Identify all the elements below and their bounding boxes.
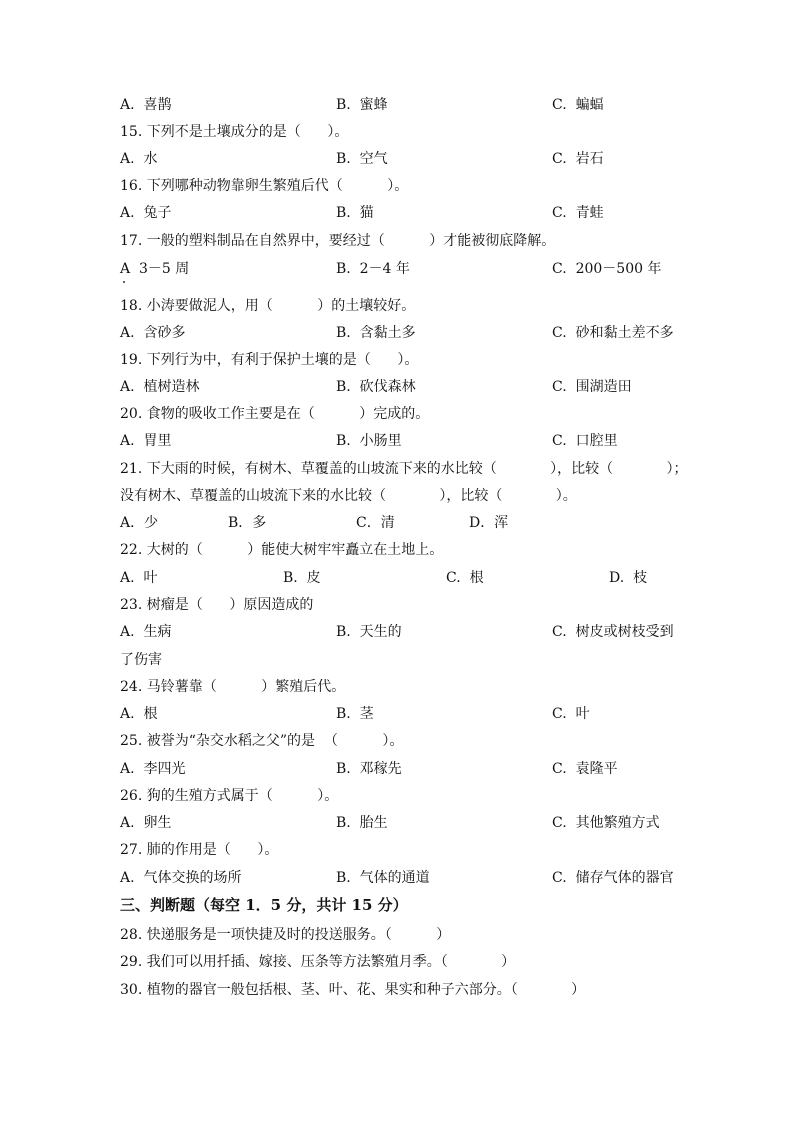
option: C．清 bbox=[356, 515, 395, 531]
question-text: 26. 狗的生殖方式属于（ ）。 bbox=[120, 788, 339, 804]
option: A 3－5 周 bbox=[120, 261, 190, 277]
option: C. 岩石 bbox=[552, 151, 604, 167]
question-text: 20. 食物的吸收工作主要是在（ ）完成的。 bbox=[120, 406, 430, 422]
option: B. 胎生 bbox=[336, 815, 388, 831]
option: C. 砂和黏土差不多 bbox=[552, 325, 674, 341]
option: B. 蜜蜂 bbox=[336, 97, 388, 113]
option: A. 植树造林 bbox=[120, 379, 200, 395]
option: B. 天生的 bbox=[336, 624, 402, 640]
option: B．多 bbox=[228, 515, 267, 531]
option: C. 其他繁殖方式 bbox=[552, 815, 660, 831]
question-text: 25. 被誉为“杂交水稻之父”的是 （ ）。 bbox=[120, 733, 404, 749]
section-heading: 三、判断题（每空 1．5 分，共计 15 分） bbox=[120, 896, 408, 914]
option: A. 兔子 bbox=[120, 205, 172, 221]
question-text: 22. 大树的（ ）能使大树牢牢矗立在土地上。 bbox=[120, 542, 444, 558]
option: D. 枝 bbox=[609, 570, 648, 586]
option: B. 小肠里 bbox=[336, 433, 402, 449]
option: C. 袁隆平 bbox=[552, 761, 618, 777]
question-text: 30. 植物的器官一般包括根、茎、叶、花、果实和种子六部分。（ ） bbox=[120, 982, 586, 998]
option: B. 2－4 年 bbox=[336, 261, 410, 277]
option: C. 青蛙 bbox=[552, 205, 604, 221]
option: A. 根 bbox=[120, 706, 158, 722]
option: A. 水 bbox=[120, 151, 158, 167]
option: B. 空气 bbox=[336, 151, 388, 167]
option: B. 猫 bbox=[336, 205, 374, 221]
stray-dot bbox=[123, 281, 125, 283]
question-text: 21. 下大雨的时候，有树木、草覆盖的山坡流下来的水比较（ ），比较（ ）； bbox=[120, 461, 688, 477]
option: C. 根 bbox=[446, 570, 484, 586]
option: A. 李四光 bbox=[120, 761, 186, 777]
question-text: 15. 下列不是土壤成分的是（ ）。 bbox=[120, 124, 349, 140]
option: C. 储存气体的器官 bbox=[552, 870, 674, 886]
question-text: 17. 一般的塑料制品在自然界中，要经过（ ）才能被彻底降解。 bbox=[120, 233, 556, 249]
option: B. 邓稼先 bbox=[336, 761, 402, 777]
question-text: 没有树木、草覆盖的山坡流下来的水比较（ ），比较（ ）。 bbox=[120, 488, 577, 504]
option: C. 蝙蝠 bbox=[552, 97, 604, 113]
option: A. 喜鹊 bbox=[120, 97, 172, 113]
option: D．浑 bbox=[469, 515, 509, 531]
question-text: 了伤害 bbox=[120, 652, 162, 668]
option: C. 口腔里 bbox=[552, 433, 618, 449]
question-text: 18. 小涛要做泥人，用（ ）的土壤较好。 bbox=[120, 298, 416, 314]
question-text: 24. 马铃薯靠（ ）繁殖后代。 bbox=[120, 679, 346, 695]
option: B. 含黏土多 bbox=[336, 325, 416, 341]
option: A. 卵生 bbox=[120, 815, 172, 831]
question-text: 27. 肺的作用是（ ）。 bbox=[120, 842, 279, 858]
option: A. 生病 bbox=[120, 624, 172, 640]
option: B. 砍伐森林 bbox=[336, 379, 416, 395]
question-text: 19. 下列行为中，有利于保护土壤的是（ ）。 bbox=[120, 352, 419, 368]
option: B. 气体的通道 bbox=[336, 870, 430, 886]
option: A．少 bbox=[120, 515, 159, 531]
question-text: 28. 快递服务是一项快捷及时的投送服务。（ ） bbox=[120, 927, 451, 943]
option: C. 围湖造田 bbox=[552, 379, 632, 395]
option: A. 含砂多 bbox=[120, 325, 186, 341]
question-text: 16. 下列哪种动物靠卵生繁殖后代（ ）。 bbox=[120, 178, 409, 194]
option: B. 茎 bbox=[336, 706, 374, 722]
question-text: 29. 我们可以用扦插、嫁接、压条等方法繁殖月季。（ ） bbox=[120, 954, 516, 970]
option: C. 200－500 年 bbox=[552, 261, 662, 277]
option: A. 胃里 bbox=[120, 433, 172, 449]
option: C. 叶 bbox=[552, 706, 590, 722]
option: C. 树皮或树枝受到 bbox=[552, 624, 674, 640]
option: A. 叶 bbox=[120, 570, 158, 586]
question-text: 23. 树瘤是（ ）原因造成的 bbox=[120, 597, 314, 613]
option: A. 气体交换的场所 bbox=[120, 870, 242, 886]
option: B. 皮 bbox=[283, 570, 321, 586]
